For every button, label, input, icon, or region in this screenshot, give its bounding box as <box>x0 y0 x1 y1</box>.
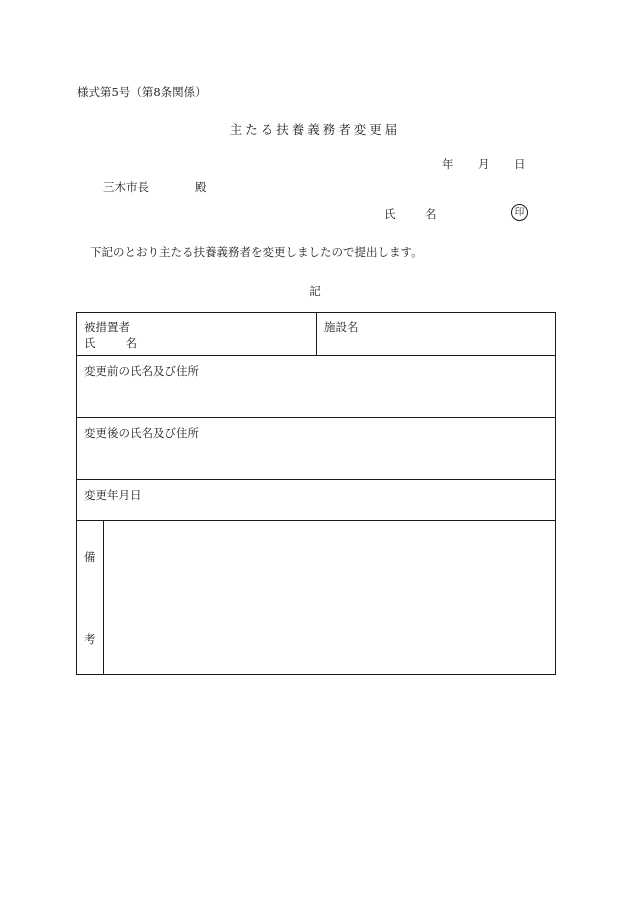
seal-mark: 印 <box>511 204 528 221</box>
form-number: 様式第5号（第8条関係） <box>77 85 207 99</box>
addressee <box>103 179 207 195</box>
row-after-change <box>77 418 555 480</box>
remarks-body <box>104 521 555 674</box>
date-line <box>442 156 526 172</box>
date-month-label: 月 <box>478 157 490 171</box>
addressee-name: 三木市長 <box>103 180 149 194</box>
date-day-label: 日 <box>514 157 526 171</box>
row-change-date <box>77 480 555 521</box>
row-person-facility <box>77 313 555 356</box>
remarks-label-bottom: 考 <box>84 632 96 646</box>
cell-person <box>77 313 317 355</box>
change-date-label: 変更年月日 <box>84 488 142 502</box>
remarks-label-column <box>77 521 104 674</box>
row-remarks <box>77 521 555 674</box>
ki-heading: 記 <box>309 284 321 298</box>
date-year-label: 年 <box>442 157 454 171</box>
addressee-honorific: 殿 <box>195 180 207 194</box>
facility-label: 施設名 <box>324 320 359 334</box>
request-text: 下記のとおり主たる扶養義務者を変更しましたので提出します。 <box>90 245 423 259</box>
person-label: 被措置者 <box>84 320 130 334</box>
document-title: 主たる扶養義務者変更届 <box>229 122 401 137</box>
signer-name-label: 氏 名 <box>384 207 446 221</box>
after-label: 変更後の氏名及び住所 <box>84 426 199 440</box>
form-table <box>76 312 556 675</box>
before-label: 変更前の氏名及び住所 <box>84 364 199 378</box>
row-before-change <box>77 356 555 418</box>
person-name-label: 氏名 <box>84 336 167 350</box>
remarks-label-top: 備 <box>84 550 96 564</box>
